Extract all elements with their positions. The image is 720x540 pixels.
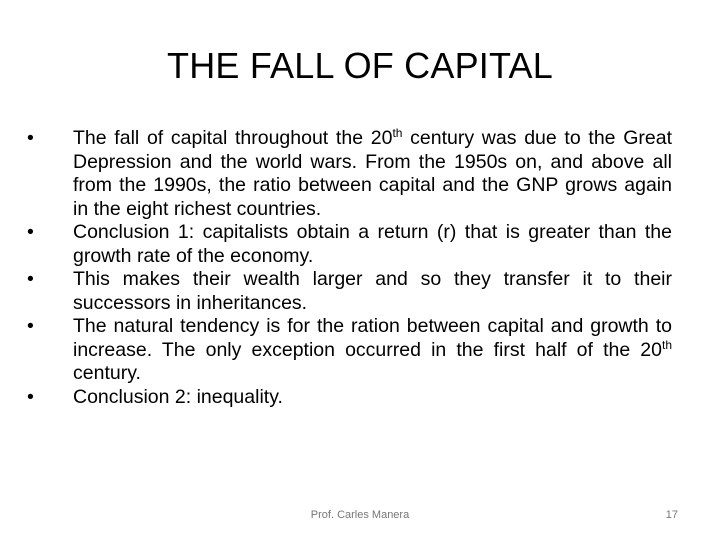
bullet-marker: • bbox=[27, 315, 34, 337]
bullet-text bbox=[73, 315, 672, 384]
bullet-item-5 bbox=[27, 386, 672, 410]
bullet-item-2 bbox=[27, 221, 672, 268]
page-number: 17 bbox=[665, 509, 678, 521]
bullet-marker: • bbox=[27, 268, 34, 290]
bullet-text-part: The natural tendency is for the ration between capital and growth to increase. The only exception occurred in the first half of the 20 bbox=[73, 315, 672, 361]
bullet-marker: • bbox=[27, 221, 34, 243]
bullet-text: This makes their wealth larger and so they transfer it to their successors in inheritances. bbox=[73, 268, 672, 314]
bullet-text bbox=[73, 127, 672, 220]
bullet-list bbox=[27, 127, 672, 409]
bullet-text: Conclusion 2: inequality. bbox=[73, 385, 283, 408]
ordinal-suffix: th bbox=[392, 126, 403, 140]
bullet-item-1 bbox=[27, 127, 672, 221]
bullet-item-4 bbox=[27, 315, 672, 386]
bullet-marker: • bbox=[27, 127, 34, 149]
footer-author: Prof. Carles Manera bbox=[310, 509, 410, 521]
slide-title: THE FALL OF CAPITAL bbox=[167, 45, 553, 86]
bullet-text-part: century. bbox=[73, 362, 141, 384]
ordinal-suffix: th bbox=[661, 337, 672, 352]
bullet-text-part: The fall of capital throughout the 20 bbox=[73, 127, 393, 149]
bullet-marker: • bbox=[27, 385, 34, 408]
bullet-text: Conclusion 1: capitalists obtain a return (r) that is greater than the growth rate of the economy. bbox=[73, 221, 672, 267]
bullet-item-3 bbox=[27, 268, 672, 315]
bullet-text-part: century was due to the Great Depression and the world wars. From the 1950s on, and above all from the 1990s, the ratio between capital and the GNP grows again in the eight richest countries. bbox=[73, 127, 672, 220]
